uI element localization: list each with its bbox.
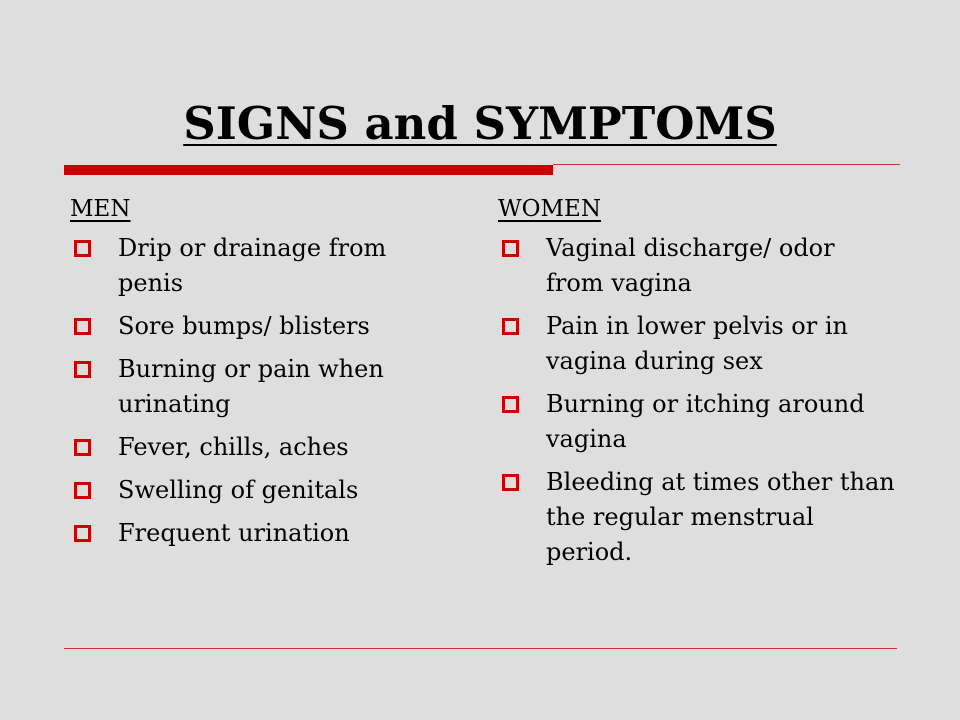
list-item <box>498 465 898 570</box>
list-item-text: Burning or itching around vagina <box>546 390 865 453</box>
women-symptom-list <box>498 231 898 570</box>
list-item <box>70 231 450 301</box>
list-item-text: Drip or drainage from penis <box>118 234 387 297</box>
list-item <box>498 231 898 301</box>
square-bullet-icon <box>74 525 91 542</box>
slide-title <box>0 96 960 152</box>
title-divider-thin <box>553 164 900 165</box>
men-symptom-list <box>70 231 450 551</box>
square-bullet-icon <box>502 396 519 413</box>
list-item <box>70 430 450 465</box>
list-item <box>498 387 898 457</box>
list-item-text: Vaginal discharge/ odor from vagina <box>546 234 835 297</box>
list-item <box>70 473 450 508</box>
list-item-text: Bleeding at times other than the regular menstrual period. <box>546 468 895 566</box>
list-item <box>498 309 898 379</box>
title-divider-thick <box>64 165 553 175</box>
square-bullet-icon <box>74 439 91 456</box>
list-item-text: Frequent urination <box>118 519 350 547</box>
list-item-text: Fever, chills, aches <box>118 433 349 461</box>
square-bullet-icon <box>74 361 91 378</box>
women-heading: WOMEN <box>498 196 601 222</box>
square-bullet-icon <box>502 240 519 257</box>
slide-title-text: SIGNS and SYMPTOMS <box>183 97 777 150</box>
square-bullet-icon <box>74 240 91 257</box>
list-item <box>70 309 450 344</box>
list-item-text: Swelling of genitals <box>118 476 359 504</box>
square-bullet-icon <box>74 318 91 335</box>
list-item <box>70 516 450 551</box>
square-bullet-icon <box>74 482 91 499</box>
men-heading: MEN <box>70 196 131 222</box>
list-item-text: Pain in lower pelvis or in vagina during sex <box>546 312 848 375</box>
list-item-text: Burning or pain when urinating <box>118 355 384 418</box>
list-item-text: Sore bumps/ blisters <box>118 312 370 340</box>
square-bullet-icon <box>502 474 519 491</box>
women-column <box>498 193 898 578</box>
square-bullet-icon <box>502 318 519 335</box>
list-item <box>70 352 450 422</box>
footer-divider <box>64 648 897 649</box>
men-column <box>70 193 450 559</box>
